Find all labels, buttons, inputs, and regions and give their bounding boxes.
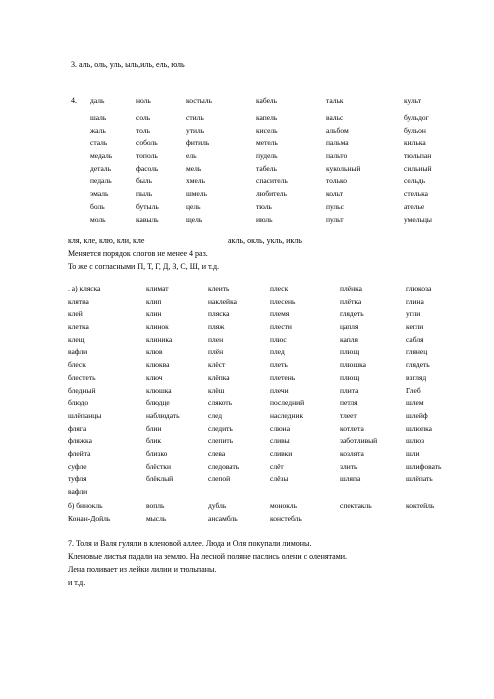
- word-cell: плётка: [340, 296, 362, 306]
- word-cell: соль: [136, 113, 151, 122]
- exercise-7-line-4: и т.д.: [68, 578, 86, 587]
- word-cell: плеск: [270, 284, 289, 293]
- word-cell: клюв: [146, 347, 163, 357]
- word-cell: констебль: [270, 514, 302, 524]
- word-cell: плюс: [270, 334, 287, 344]
- word-cell: плющ: [340, 372, 360, 382]
- word-cell: блин: [146, 423, 162, 433]
- word-cell: табель: [256, 163, 277, 173]
- word-cell: ноль: [136, 96, 151, 105]
- word-cell: сливки: [270, 448, 293, 458]
- word-cell: плед: [270, 347, 285, 357]
- word-cell: бледный: [68, 385, 96, 395]
- word-cell: котлета: [340, 423, 364, 433]
- word-cell: клин: [146, 309, 162, 319]
- word-cell: клёст: [208, 360, 226, 370]
- word-cell: клей: [68, 309, 83, 319]
- word-cell: блик: [146, 436, 162, 446]
- word-cell: шлёпать: [406, 474, 433, 484]
- word-cell: стиль: [186, 113, 204, 122]
- word-cell: слюна: [270, 423, 291, 433]
- word-cell: плен: [208, 334, 224, 344]
- word-cell: кабель: [256, 96, 278, 105]
- word-cell: тюль: [256, 201, 272, 211]
- word-cell: педаль: [90, 176, 112, 186]
- word-cell: плетень: [270, 372, 296, 382]
- word-cell: фляжка: [68, 436, 92, 446]
- word-cell: глюкоза: [406, 284, 432, 293]
- word-cell: клёпка: [208, 372, 230, 382]
- exercise-7-line-1: 7. Толя и Валя гуляли в кленовой аллее. Люда и Оля покупали лимоны.: [68, 539, 312, 548]
- word-cell: Конан-Дойль: [68, 514, 111, 524]
- word-cell: плеть: [270, 360, 288, 370]
- word-cell: плита: [340, 385, 359, 395]
- word-cell: блёклый: [146, 474, 174, 484]
- consonants-instruction: То же с согласными П, Т, Г, Д, З, С, Ш, и т.д.: [68, 262, 220, 271]
- word-cell: клюшка: [146, 385, 172, 395]
- exercise-7-line-2: Кленовые листья падали на землю. На лесной поляне паслись олени с оленятами.: [68, 552, 348, 561]
- word-cell: соболь: [136, 138, 158, 148]
- word-cell: ключ: [146, 372, 163, 382]
- word-cell: медаль: [90, 151, 113, 161]
- word-cell: эмаль: [90, 189, 109, 199]
- word-cell: туфля: [68, 474, 87, 484]
- word-cell: угли: [406, 309, 421, 319]
- word-cell: толь: [136, 125, 150, 135]
- word-cell: плён: [208, 347, 224, 357]
- word-cell: моль: [90, 214, 106, 224]
- word-cell: сталь: [90, 138, 108, 148]
- word-cell: бульдог: [404, 113, 429, 122]
- word-cell: шмель: [186, 189, 208, 199]
- word-cell: след: [208, 410, 223, 420]
- word-cell: сельдь: [404, 176, 426, 186]
- word-cell: шлёпанцы: [68, 410, 102, 420]
- word-cell: фляга: [68, 423, 87, 433]
- word-cell: шляпа: [340, 474, 361, 484]
- word-cell: бутыль: [136, 201, 159, 211]
- word-cell: шлюз: [406, 436, 425, 446]
- word-cell: быль: [136, 176, 153, 186]
- syllables-line-a: кля, кле, клю, кли, кле: [68, 236, 145, 245]
- word-cell: пульт: [326, 214, 344, 224]
- word-cell: мель: [186, 163, 202, 173]
- word-cell: плести: [270, 322, 292, 332]
- word-cell: климат: [146, 284, 169, 293]
- word-cell: кавыль: [136, 214, 159, 224]
- word-cell: шли: [406, 448, 420, 458]
- word-cell: жаль: [90, 125, 106, 135]
- word-cell: кольт: [326, 189, 344, 199]
- word-cell: слева: [208, 448, 226, 458]
- word-cell: пляска: [208, 309, 230, 319]
- word-cell: плечи: [270, 385, 289, 395]
- word-cell: плюшка: [340, 360, 366, 370]
- word-cell: цель: [186, 201, 201, 211]
- word-cell: тлеет: [340, 410, 357, 420]
- word-cell: ансамбль: [208, 514, 238, 524]
- word-cell: блёстки: [146, 461, 171, 471]
- syllables-instruction: Меняется порядок слогов не менее 4 раз.: [68, 249, 208, 258]
- word-cell: цапля: [340, 322, 359, 332]
- word-cell: близко: [146, 448, 168, 458]
- word-cell: тополь: [136, 151, 158, 161]
- word-cell: кукольный: [326, 163, 361, 173]
- word-cell: глянец: [406, 347, 428, 357]
- word-cell: плесень: [270, 296, 296, 306]
- word-cell: плющ: [340, 347, 360, 357]
- word-cell: глядеть: [340, 309, 364, 319]
- syllables-line-b: акль, окль, укль, икль: [228, 236, 302, 245]
- word-cell: злить: [340, 461, 358, 471]
- word-cell: сильный: [404, 163, 432, 173]
- word-cell: метель: [256, 138, 278, 148]
- word-cell: стелька: [404, 189, 428, 199]
- word-cell: следить: [208, 423, 233, 433]
- word-cell: спектакль: [340, 501, 372, 510]
- word-cell: наклейка: [208, 296, 237, 306]
- exercise-4-number: 4.: [71, 96, 77, 105]
- word-cell: пляж: [208, 322, 225, 332]
- word-cell: деталь: [90, 163, 112, 173]
- word-cell: б) бинокль: [68, 501, 103, 510]
- word-cell: наследник: [270, 410, 304, 420]
- word-cell: плёнка: [340, 284, 362, 293]
- word-cell: монокль: [270, 501, 298, 510]
- word-cell: блестеть: [68, 372, 96, 382]
- word-cell: боль: [90, 201, 105, 211]
- word-cell: глина: [406, 296, 424, 306]
- word-cell: только: [326, 176, 348, 186]
- word-cell: блюдце: [146, 398, 170, 408]
- word-cell: глядеть: [406, 360, 430, 370]
- word-cell: кегли: [406, 322, 424, 332]
- word-cell: слепить: [208, 436, 234, 446]
- word-cell: блеск: [68, 360, 86, 370]
- word-cell: тальк: [326, 96, 344, 105]
- word-cell: коктейль: [406, 501, 435, 510]
- word-cell: килька: [404, 138, 426, 148]
- word-cell: клёш: [208, 385, 225, 395]
- word-cell: наблюдать: [146, 410, 180, 420]
- word-cell: слепой: [208, 474, 231, 484]
- word-cell: альбом: [326, 125, 349, 135]
- word-cell: шаль: [90, 113, 107, 122]
- word-cell: культ: [404, 96, 422, 105]
- word-cell: шлем: [406, 398, 424, 408]
- word-cell: вафли: [68, 487, 88, 496]
- word-cell: ателье: [404, 201, 425, 211]
- word-cell: дубль: [208, 501, 227, 510]
- word-cell: тюльпан: [404, 151, 432, 161]
- word-cell: клинок: [146, 322, 169, 332]
- word-cell: шлюпка: [406, 423, 432, 433]
- word-cell: клиника: [146, 334, 173, 344]
- word-cell: клятва: [68, 296, 89, 306]
- word-cell: пальма: [326, 138, 349, 148]
- word-cell: пыль: [136, 189, 153, 199]
- word-cell: сабля: [406, 334, 424, 344]
- word-cell: суфле: [68, 461, 87, 471]
- word-cell: умельцы: [404, 214, 432, 224]
- word-cell: флейта: [68, 448, 91, 458]
- word-cell: костыль: [186, 96, 213, 105]
- word-cell: шлифовать: [406, 461, 442, 471]
- word-cell: вопль: [146, 501, 165, 510]
- word-cell: июль: [256, 214, 273, 224]
- word-cell: блюдо: [68, 398, 89, 408]
- word-cell: . а) кляска: [68, 284, 101, 293]
- exercise-7-line-3: Лена поливает из лейки лилии и тюльпаны.: [68, 565, 217, 574]
- word-cell: слёзы: [270, 474, 289, 484]
- word-cell: заботливый: [340, 436, 378, 446]
- word-cell: козлята: [340, 448, 364, 458]
- word-cell: племя: [270, 309, 290, 319]
- word-cell: слёт: [270, 461, 284, 471]
- word-cell: бульон: [404, 125, 426, 135]
- word-cell: щель: [186, 214, 203, 224]
- word-cell: фитиль: [186, 138, 210, 148]
- word-cell: следовать: [208, 461, 240, 471]
- word-cell: клеить: [208, 284, 230, 293]
- word-cell: клетка: [68, 322, 89, 332]
- word-cell: петля: [340, 398, 358, 408]
- word-cell: ель: [186, 151, 197, 161]
- word-cell: сливы: [270, 436, 290, 446]
- word-cell: хмель: [186, 176, 205, 186]
- word-cell: даль: [90, 96, 105, 105]
- word-cell: мысль: [146, 514, 167, 524]
- word-cell: утиль: [186, 125, 205, 135]
- word-cell: Глеб: [406, 385, 421, 395]
- word-cell: пульс: [326, 201, 344, 211]
- word-cell: клюква: [146, 360, 170, 370]
- word-cell: спаситель: [256, 176, 288, 186]
- word-cell: последний: [270, 398, 305, 408]
- word-cell: шлейф: [406, 410, 428, 420]
- word-cell: пудель: [256, 151, 278, 161]
- word-cell: клещ: [68, 334, 85, 344]
- word-cell: капля: [340, 334, 358, 344]
- word-cell: взгляд: [406, 372, 427, 382]
- word-cell: любитель: [256, 189, 287, 199]
- word-cell: фасоль: [136, 163, 159, 173]
- word-cell: вафли: [68, 347, 88, 357]
- word-cell: слякоть: [208, 398, 233, 408]
- word-cell: вальс: [326, 113, 344, 122]
- word-cell: капель: [256, 113, 278, 122]
- word-cell: кисель: [256, 125, 278, 135]
- exercise-3-line: 3. аль, оль, уль, ыль,иль, ель, юль: [71, 60, 185, 69]
- word-cell: клип: [146, 296, 162, 306]
- word-cell: пальто: [326, 151, 348, 161]
